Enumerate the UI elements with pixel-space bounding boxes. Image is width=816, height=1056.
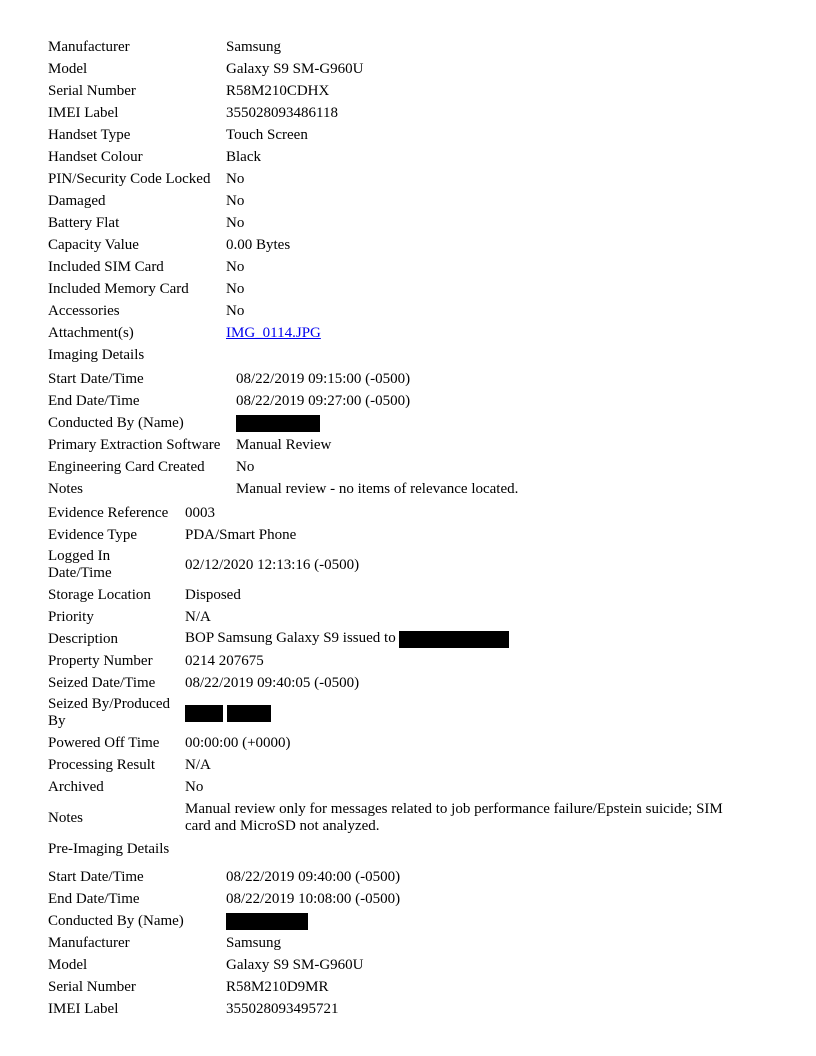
table-row [46, 168, 366, 190]
table-row [46, 672, 725, 694]
field-value: No [226, 258, 245, 275]
field-label: IMEI Label [48, 104, 119, 121]
table-row [46, 322, 366, 344]
field-value [183, 798, 725, 838]
table-row [46, 888, 402, 910]
description-text: BOP Samsung Galaxy S9 issued to [185, 630, 396, 647]
field-label: Model [48, 60, 88, 77]
redaction-box [236, 415, 320, 432]
seized-by-label-line1: Seized By/Produced [48, 696, 171, 712]
field-label: Conducted By (Name) [48, 912, 184, 929]
seized-by-label-line2: By [48, 713, 66, 729]
field-label: Notes [48, 480, 83, 497]
field-label: Start Date/Time [48, 370, 144, 387]
table-row [46, 146, 366, 168]
table-row [46, 412, 520, 434]
attachment-label: Attachment(s) [48, 324, 134, 341]
field-value: No [226, 302, 245, 319]
table-row [46, 776, 725, 798]
field-value: PDA/Smart Phone [185, 526, 297, 543]
field-value: Samsung [226, 934, 282, 951]
redaction-box [185, 705, 223, 722]
field-label: Handset Type [48, 126, 131, 143]
field-value: 08/22/2019 09:15:00 (-0500) [236, 370, 411, 387]
notes-line2: card and MicroSD not analyzed. [185, 818, 380, 834]
field-value: Black [226, 148, 261, 165]
device-details-table [46, 36, 366, 366]
field-label: Notes [48, 809, 83, 826]
field-label: Description [48, 630, 118, 647]
field-label [46, 546, 183, 584]
field-label: Conducted By (Name) [48, 414, 184, 431]
field-value: 355028093495721 [226, 1000, 339, 1017]
field-value: Manual review - no items of relevance located. [236, 480, 519, 497]
field-label: Powered Off Time [48, 734, 160, 751]
table-row [46, 212, 366, 234]
notes-line1: Manual review only for messages related to job performance failure/Epstein suicide; SIM [185, 801, 723, 817]
field-value: 0.00 Bytes [226, 236, 291, 253]
field-label: Serial Number [48, 82, 136, 99]
table-row [46, 524, 725, 546]
field-label: Seized Date/Time [48, 674, 156, 691]
field-label: Priority [48, 608, 94, 625]
field-label: Evidence Type [48, 526, 138, 543]
field-label: Archived [48, 778, 104, 795]
field-label: Included SIM Card [48, 258, 164, 275]
table-row [46, 838, 725, 860]
field-value: 355028093486118 [226, 104, 338, 121]
attachment-link[interactable]: IMG_0114.JPG [226, 324, 321, 341]
field-label [46, 694, 183, 732]
field-value: Disposed [185, 586, 241, 603]
field-label: Storage Location [48, 586, 151, 603]
table-row [46, 80, 366, 102]
table-row [46, 390, 520, 412]
table-row [46, 456, 520, 478]
table-row [46, 650, 725, 672]
table-row [46, 368, 520, 390]
field-label: Start Date/Time [48, 868, 144, 885]
field-label: Battery Flat [48, 214, 120, 231]
field-value: 02/12/2020 12:13:16 (-0500) [185, 556, 360, 573]
field-label: Engineering Card Created [48, 458, 205, 475]
field-label: PIN/Security Code Locked [48, 170, 211, 187]
table-row [46, 58, 366, 80]
field-value: 0214 207675 [185, 652, 264, 669]
pre-imaging-table [46, 866, 402, 1020]
field-label: End Date/Time [48, 890, 140, 907]
field-label: Damaged [48, 192, 106, 209]
field-label: IMEI Label [48, 1000, 119, 1017]
field-label: Manufacturer [48, 934, 130, 951]
table-row [46, 190, 366, 212]
field-value: Samsung [226, 38, 282, 55]
table-row [46, 932, 402, 954]
table-row [46, 606, 725, 628]
field-value: No [226, 280, 245, 297]
field-value: No [226, 192, 245, 209]
field-value: 08/22/2019 09:40:00 (-0500) [226, 868, 401, 885]
redaction-box [227, 705, 271, 722]
table-row [46, 976, 402, 998]
table-row [46, 584, 725, 606]
table-row [46, 866, 402, 888]
field-label: Capacity Value [48, 236, 139, 253]
field-value: 00:00:00 (+0000) [185, 734, 291, 751]
field-label: Processing Result [48, 756, 156, 773]
field-label: Included Memory Card [48, 280, 189, 297]
field-value: R58M210D9MR [226, 978, 329, 995]
table-row [46, 628, 725, 650]
table-row [46, 910, 402, 932]
field-value: 08/22/2019 09:40:05 (-0500) [185, 674, 360, 691]
field-label: End Date/Time [48, 392, 140, 409]
table-row [46, 954, 402, 976]
field-value: Galaxy S9 SM-G960U [226, 60, 364, 77]
imaging-details-table [46, 368, 520, 500]
table-row [46, 434, 520, 456]
field-label: Manufacturer [48, 38, 130, 55]
field-label: Handset Colour [48, 148, 143, 165]
field-value: 0003 [185, 504, 215, 521]
table-row [46, 694, 725, 732]
table-row [46, 546, 725, 584]
field-value: 08/22/2019 10:08:00 (-0500) [226, 890, 401, 907]
table-row [46, 36, 366, 58]
field-value: N/A [185, 608, 211, 625]
field-label: Property Number [48, 652, 153, 669]
logged-label-line1: Logged In [48, 548, 111, 564]
table-row [46, 124, 366, 146]
redaction-box [226, 913, 308, 930]
redaction-box [399, 631, 509, 648]
field-label: Accessories [48, 302, 120, 319]
table-row [46, 798, 725, 838]
field-label: Evidence Reference [48, 504, 169, 521]
field-value: No [226, 214, 245, 231]
field-value: Galaxy S9 SM-G960U [226, 956, 364, 973]
field-label: Model [48, 956, 88, 973]
table-row [46, 300, 366, 322]
table-row [46, 754, 725, 776]
table-row [46, 344, 366, 366]
table-row [46, 278, 366, 300]
field-value: Touch Screen [226, 126, 308, 143]
table-row [46, 732, 725, 754]
field-label: Serial Number [48, 978, 136, 995]
table-row [46, 478, 520, 500]
table-row [46, 102, 366, 124]
field-value: N/A [185, 756, 211, 773]
table-row [46, 256, 366, 278]
logged-label-line2: Date/Time [48, 565, 112, 581]
section-heading-imaging: Imaging Details [48, 346, 145, 363]
field-value: No [236, 458, 255, 475]
field-value: No [185, 778, 204, 795]
table-row [46, 234, 366, 256]
table-row [46, 998, 402, 1020]
field-value: No [226, 170, 245, 187]
field-value [183, 628, 725, 650]
section-heading-pre-imaging: Pre-Imaging Details [48, 840, 170, 857]
field-value: 08/22/2019 09:27:00 (-0500) [236, 392, 411, 409]
evidence-table [46, 502, 725, 860]
field-value: R58M210CDHX [226, 82, 330, 99]
table-row [46, 502, 725, 524]
field-value: Manual Review [236, 436, 332, 453]
field-label: Primary Extraction Software [48, 436, 221, 453]
